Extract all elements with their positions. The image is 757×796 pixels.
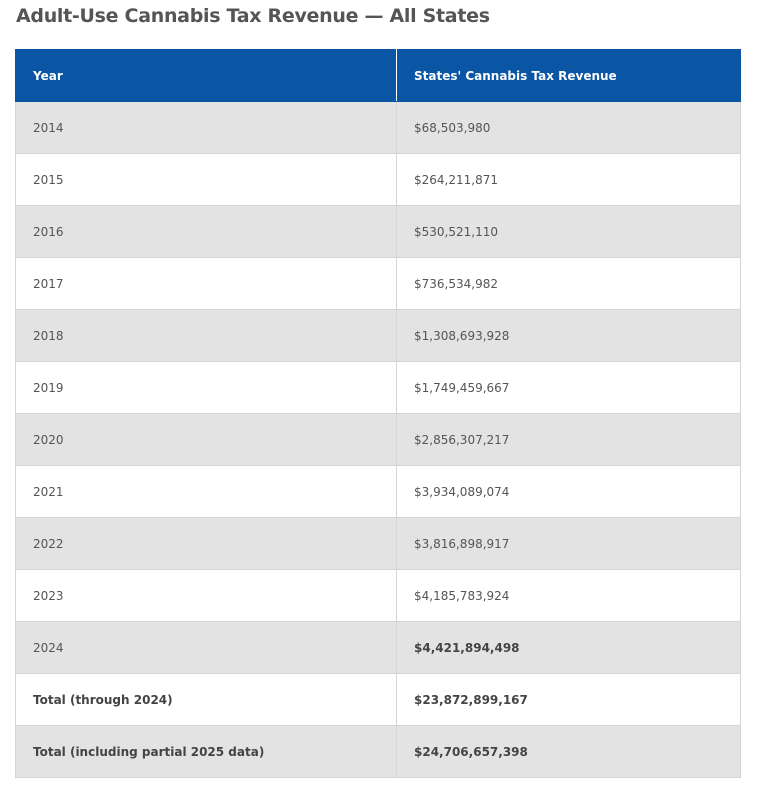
table-body — [16, 102, 741, 778]
table-row — [16, 570, 741, 622]
year-cell: Total (including partial 2025 data) — [16, 726, 397, 778]
year-cell: 2022 — [16, 518, 397, 570]
revenue-cell: $4,185,783,924 — [397, 570, 741, 622]
table-row — [16, 726, 741, 778]
year-cell: Total (through 2024) — [16, 674, 397, 726]
table-row — [16, 258, 741, 310]
table-row — [16, 518, 741, 570]
year-cell: 2024 — [16, 622, 397, 674]
revenue-cell: $24,706,657,398 — [397, 726, 741, 778]
year-cell: 2019 — [16, 362, 397, 414]
table-row — [16, 674, 741, 726]
year-cell: 2020 — [16, 414, 397, 466]
revenue-cell: $3,816,898,917 — [397, 518, 741, 570]
table-row — [16, 206, 741, 258]
table-row — [16, 362, 741, 414]
year-cell: 2014 — [16, 102, 397, 154]
revenue-cell: $3,934,089,074 — [397, 466, 741, 518]
year-cell: 2016 — [16, 206, 397, 258]
page-title: Adult-Use Cannabis Tax Revenue — All States — [16, 5, 490, 27]
table-row — [16, 466, 741, 518]
revenue-table-container — [15, 49, 740, 778]
revenue-cell: $2,856,307,217 — [397, 414, 741, 466]
revenue-table — [15, 49, 741, 778]
year-cell: 2023 — [16, 570, 397, 622]
column-header-year: Year — [16, 50, 397, 102]
year-cell: 2015 — [16, 154, 397, 206]
revenue-cell: $264,211,871 — [397, 154, 741, 206]
revenue-cell: $736,534,982 — [397, 258, 741, 310]
revenue-cell: $1,308,693,928 — [397, 310, 741, 362]
year-cell: 2018 — [16, 310, 397, 362]
table-row — [16, 102, 741, 154]
revenue-cell: $1,749,459,667 — [397, 362, 741, 414]
revenue-cell: $23,872,899,167 — [397, 674, 741, 726]
table-row — [16, 414, 741, 466]
year-cell: 2017 — [16, 258, 397, 310]
revenue-cell: $4,421,894,498 — [397, 622, 741, 674]
table-row — [16, 154, 741, 206]
table-row — [16, 622, 741, 674]
revenue-cell: $68,503,980 — [397, 102, 741, 154]
year-cell: 2021 — [16, 466, 397, 518]
table-header-row — [16, 50, 741, 102]
revenue-cell: $530,521,110 — [397, 206, 741, 258]
table-row — [16, 310, 741, 362]
column-header-revenue: States' Cannabis Tax Revenue — [397, 50, 741, 102]
